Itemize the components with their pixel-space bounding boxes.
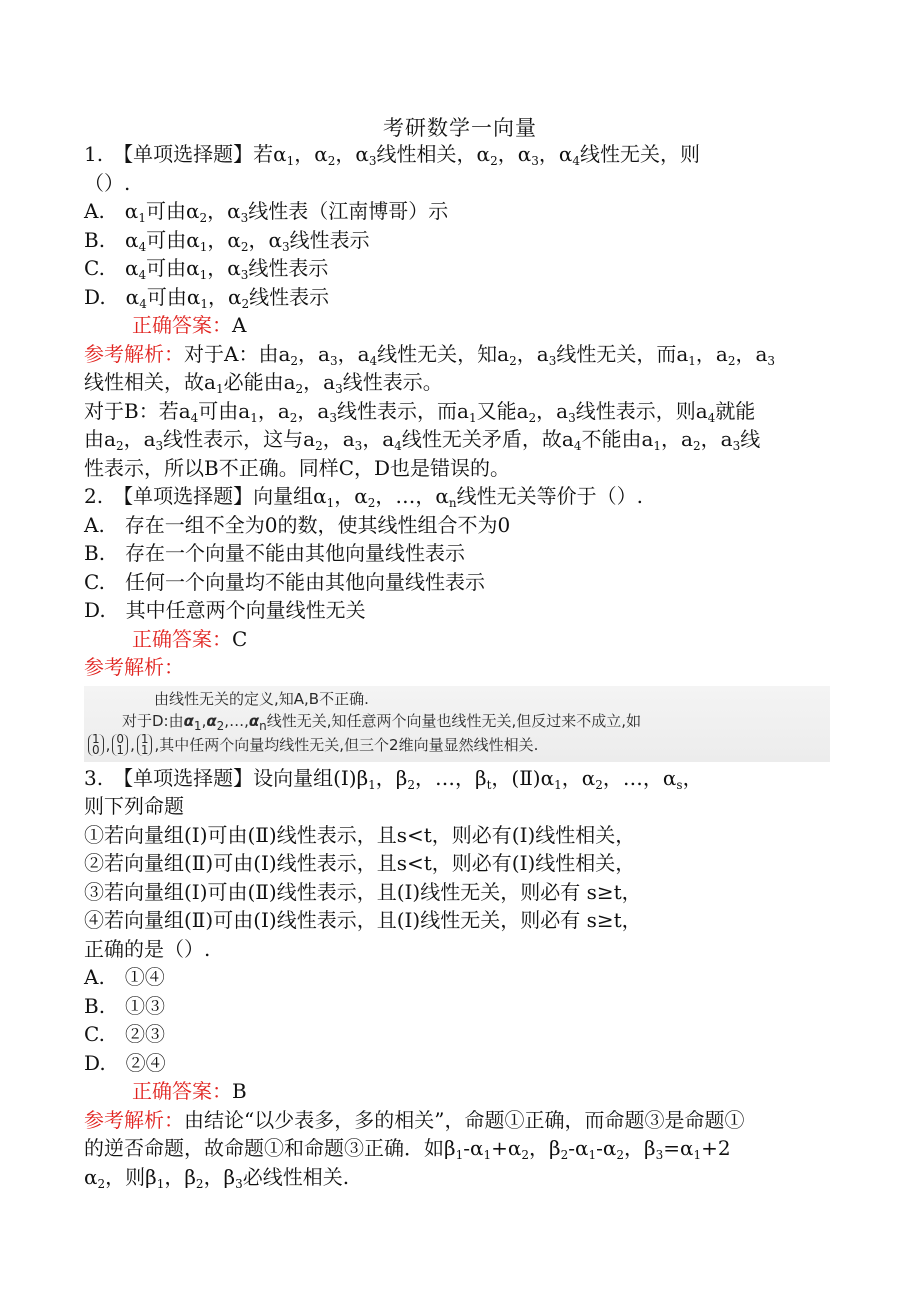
q3-proposition-2: ②若向量组(Ⅱ)可由(Ⅰ)线性表示，且s<t，则必有(Ⅰ)线性相关， xyxy=(84,851,636,875)
q3-analysis-line1: 参考解析：由结论“以少表多，多的相关”，命题①正确，而命题③是命题① xyxy=(84,1107,745,1132)
q1-option-c[interactable]: C. $\alpha_4$可由$\alpha_1$，$\alpha_3$线性表示 xyxy=(84,256,329,282)
q3-option-d[interactable]: D. ②④ xyxy=(84,1050,166,1075)
q3-stem-line2: 则下列命题 xyxy=(84,794,184,818)
q1-answer: 正确答案：A xyxy=(132,313,247,337)
q3-stem-end: 正确的是（）. xyxy=(84,936,211,961)
q3-option-a[interactable]: A. ①④ xyxy=(84,965,165,989)
q3-proposition-1: ①若向量组(Ⅰ)可由(Ⅱ)线性表示，且s<t，则必有(Ⅰ)线性相关， xyxy=(84,822,636,847)
q1-option-b[interactable]: B. $\alpha_4$可由$\alpha_1$，$\alpha_2$，$\alpha_3$线性表示 xyxy=(84,227,370,254)
q1-option-a[interactable]: A. $\alpha_1$可由$\alpha_2$，$\alpha_3$线性表（江南博哥）示 xyxy=(84,199,449,225)
q1-answer-value: A xyxy=(232,313,247,337)
q1-stem-line2: （）. xyxy=(84,170,131,195)
q1-analysis-line3: 对于B：若$a_4$可由$a_1$，$a_2$，$a_3$线性表示，而$a_1$又能$a_2$，$a_3$线性表示，则$a_4$就能 xyxy=(84,398,756,425)
q2-answer-value: C xyxy=(232,626,248,651)
q2-option-a[interactable]: A. 存在一组不全为0的数，使其线性组合不为0 xyxy=(84,512,511,537)
q3-analysis-line2: 的逆否命题，故命题①和命题③正确．如$\beta_1-\alpha_1+\alpha_2$，$\beta_2-\alpha_1-\alpha_2$，$\beta_3=\alpha_1+2$ xyxy=(84,1136,731,1162)
q1-analysis-line2: 线性相关，故$a_1$必能由$a_2$，$a_3$线性表示。 xyxy=(84,370,443,396)
q2-option-d[interactable]: D. 其中任意两个向量线性无关 xyxy=(84,598,366,622)
q3-proposition-3: ③若向量组(Ⅰ)可由(Ⅱ)线性表示，且(Ⅰ)线性无关，则必有 s≥t， xyxy=(84,879,642,904)
q2-option-c[interactable]: C. 任何一个向量均不能由其他向量线性表示 xyxy=(84,569,485,594)
q3-option-b[interactable]: B. ①③ xyxy=(84,993,166,1018)
q2-analysis-image xyxy=(84,686,830,762)
q2-stem: 2. 【单项选择题】向量组$\alpha_1$，$\alpha_2$，…，$\alpha_n$线性无关等价于（）. xyxy=(84,484,643,510)
q1-option-d[interactable]: D. $\alpha_4$可由$\alpha_1$，$\alpha_2$线性表示 xyxy=(84,284,330,311)
q3-proposition-4: ④若向量组(Ⅱ)可由(Ⅰ)线性表示，且(Ⅰ)线性无关，则必有 s≥t， xyxy=(84,908,642,932)
q2-analysis-label: 参考解析： xyxy=(84,655,184,679)
q2-option-b[interactable]: B. 存在一个向量不能由其他向量线性表示 xyxy=(84,541,466,565)
q3-answer: 正确答案：B xyxy=(132,1079,247,1103)
page-title: 考研数学一向量 xyxy=(383,116,537,140)
q3-answer-value: B xyxy=(232,1079,247,1103)
q1-analysis-line5: 性表示，所以B不正确。同样C，D也是错误的。 xyxy=(84,455,511,480)
q3-analysis-label: 参考解析： xyxy=(84,1107,184,1132)
q1-stem-line1: 1. 【单项选择题】若$\alpha_1$，$\alpha_2$，$\alpha_3$线性相关，$\alpha_2$，$\alpha_3$，$\alpha_4$线性无关，则 xyxy=(84,142,701,168)
q1-analysis-label: 参考解析： xyxy=(84,341,184,366)
q2-image-line2: 对于D:由$\alpha_1,\alpha_2,\dots,\alpha_n$线性无关,知任意两个向量也线性无关,但反过来不成立,如 xyxy=(122,711,642,733)
vector-1: 1 0 xyxy=(88,734,104,756)
content xyxy=(84,140,844,1191)
q2-analysis-label-line xyxy=(84,653,844,682)
vector-2: 0 1 xyxy=(112,734,128,756)
q3-analysis-line3: $\alpha_2$，则$\beta_1$，$\beta_2$，$\beta_3$必线性相关. xyxy=(84,1164,350,1191)
q3-stem-line1: 3. 【单项选择题】设向量组$(Ⅰ)\beta_1$，$\beta_2$，…，$\beta_t$，$(Ⅱ)\alpha_1$，$\alpha_2$，…，$\alpha_s$， xyxy=(84,765,703,792)
q2-image-line1: 由线性无关的定义,知A,B不正确. xyxy=(154,689,369,708)
q1-analysis-line1: 参考解析：对于A：由$a_2$，$a_3$，$a_4$线性无关，知$a_2$，$a_3$线性无关，而$a_1$，$a_2$，$a_3$ xyxy=(84,341,776,368)
q2-answer: 正确答案：C xyxy=(132,626,248,651)
q2-image-line3: 1 0 , 0 1 , 1 1 ,其中任两个向量均线性无关,但三个2维向量显然线性相关. xyxy=(86,734,538,757)
q1-analysis-line4: 由$a_2$，$a_3$线性表示，这与$a_2$，$a_3$，$a_4$线性无关矛盾，故$a_4$不能由$a_1$，$a_2$，$a_3$线 xyxy=(84,427,761,453)
q3-option-c[interactable]: C. ②③ xyxy=(84,1022,165,1046)
vector-3: 1 1 xyxy=(137,734,153,756)
